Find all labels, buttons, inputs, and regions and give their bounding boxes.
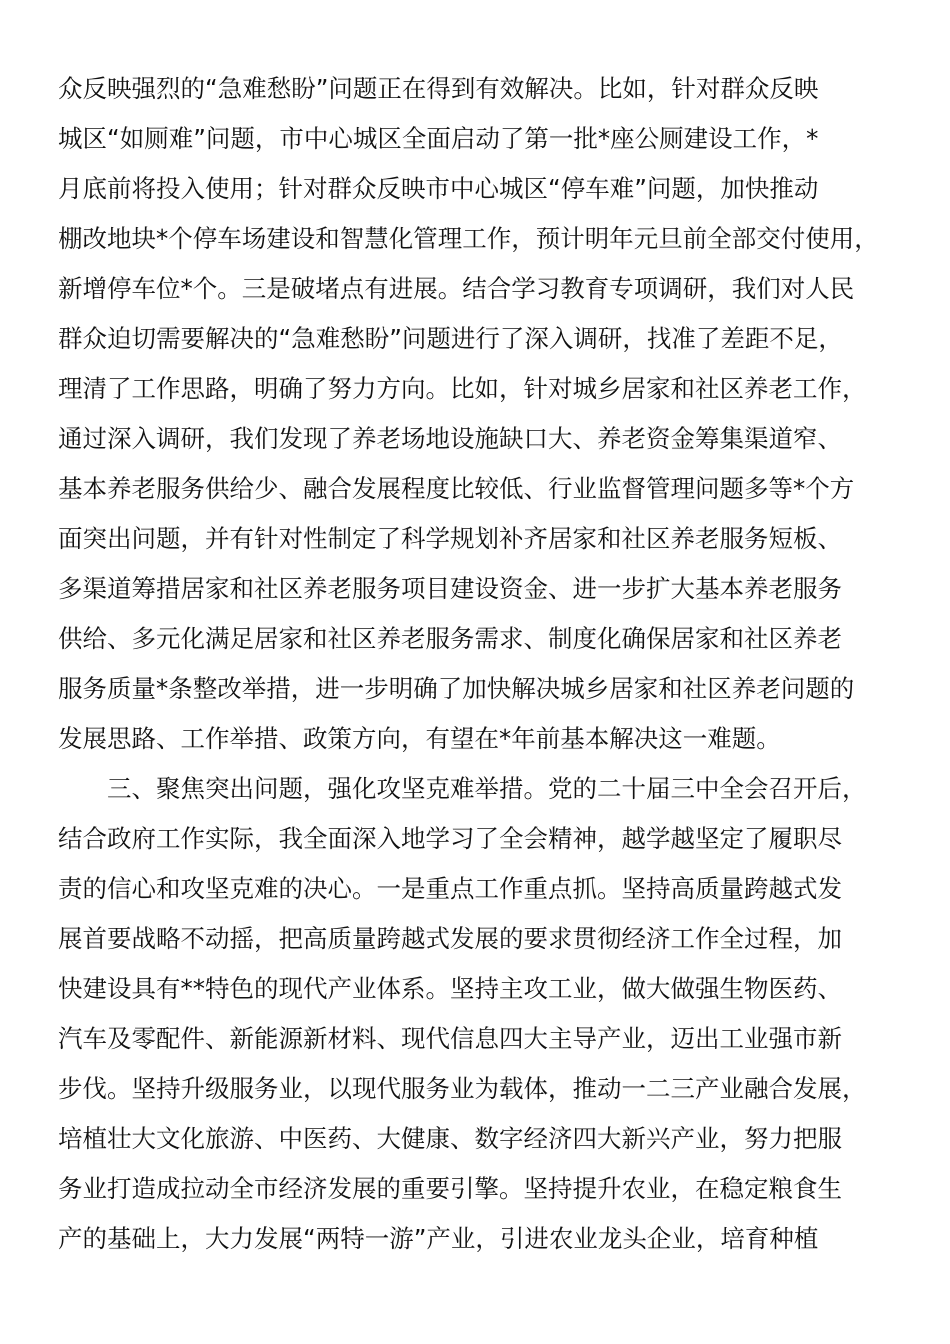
- text-line: 通过深入调研，我们发现了养老场地设施缺口大、养老资金筹集渠道窄、: [58, 424, 842, 453]
- text-line: 汽车及零配件、新能源新材料、现代信息四大主导产业，迈出工业强市新: [58, 1024, 842, 1053]
- text-line: 务业打造成拉动全市经济发展的重要引擎。坚持提升农业，在稳定粮食生: [58, 1174, 842, 1203]
- text-line: 展首要战略不动摇，把高质量跨越式发展的要求贯彻经济工作全过程，加: [58, 924, 842, 953]
- text-line: 发展思路、工作举措、政策方向，有望在*年前基本解决这一难题。: [58, 724, 781, 753]
- section-heading-line: 三、聚焦突出问题，强化攻坚克难举措。党的二十届三中全会召开后，: [107, 774, 867, 803]
- text-line: 步伐。坚持升级服务业，以现代服务业为载体，推动一二三产业融合发展，: [58, 1074, 867, 1103]
- text-line: 服务质量*条整改举措，进一步明确了加快解决城乡居家和社区养老问题的: [58, 674, 855, 703]
- text-line: 城区“如厕难”问题，市中心城区全面启动了第一批*座公厕建设工作，*: [58, 124, 819, 153]
- text-line: 群众迫切需要解决的“急难愁盼”问题进行了深入调研，找准了差距不足，: [58, 324, 843, 353]
- text-line: 月底前将投入使用；针对群众反映市中心城区“停车难”问题，加快推动: [58, 174, 819, 203]
- text-line: 众反映强烈的“急难愁盼”问题正在得到有效解决。比如，针对群众反映: [58, 74, 819, 103]
- text-line: 培植壮大文化旅游、中医药、大健康、数字经济四大新兴产业，努力把服: [58, 1124, 842, 1153]
- text-line: 产的基础上，大力发展“两特一游”产业，引进农业龙头企业，培育种植: [58, 1224, 819, 1253]
- text-line: 棚改地块*个停车场建设和智慧化管理工作，预计明年元旦前全部交付使用，: [58, 224, 879, 253]
- text-line: 面突出问题，并有针对性制定了科学规划补齐居家和社区养老服务短板、: [58, 524, 842, 553]
- text-line: 理清了工作思路，明确了努力方向。比如，针对城乡居家和社区养老工作，: [58, 374, 867, 403]
- text-line: 结合政府工作实际，我全面深入地学习了全会精神，越学越坚定了履职尽: [58, 824, 842, 853]
- text-line: 供给、多元化满足居家和社区养老服务需求、制度化确保居家和社区养老: [58, 624, 842, 653]
- text-line: 多渠道筹措居家和社区养老服务项目建设资金、进一步扩大基本养老服务: [58, 574, 842, 603]
- text-line: 基本养老服务供给少、融合发展程度比较低、行业监督管理问题多等*个方: [58, 474, 855, 503]
- text-line: 快建设具有**特色的现代产业体系。坚持主攻工业，做大做强生物医药、: [58, 974, 842, 1003]
- text-line: 新增停车位*个。三是破堵点有进展。结合学习教育专项调研，我们对人民: [58, 274, 855, 303]
- text-line: 责的信心和攻坚克难的决心。一是重点工作重点抓。坚持高质量跨越式发: [58, 874, 842, 903]
